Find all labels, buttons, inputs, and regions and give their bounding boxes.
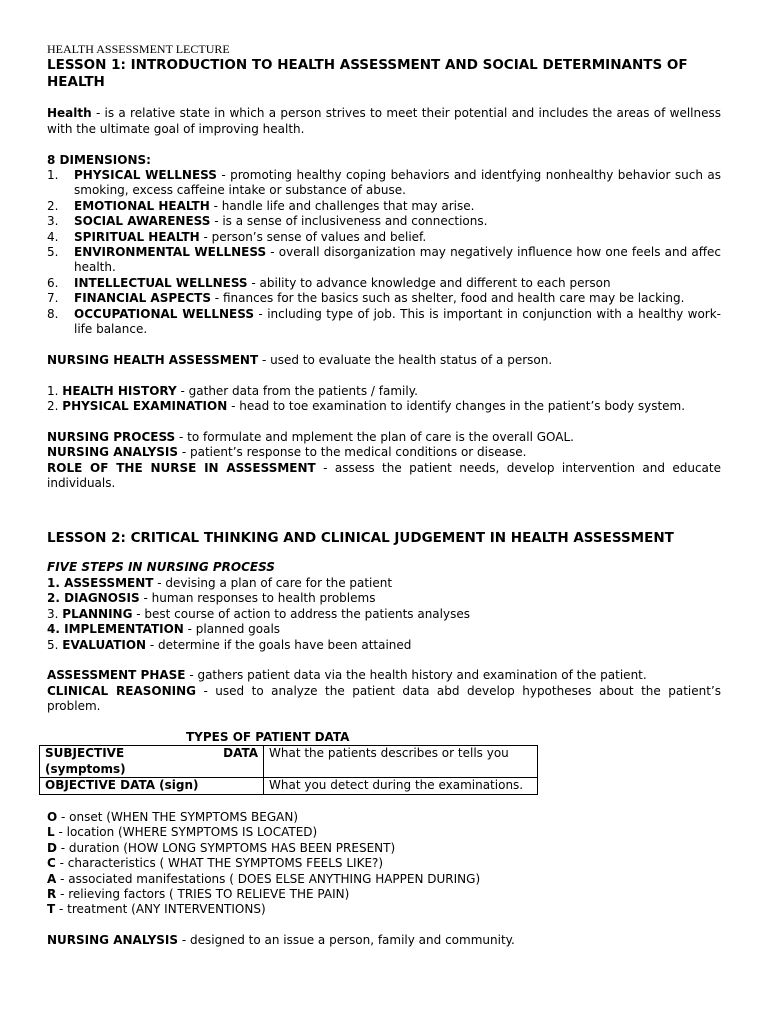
list-item: 3. SOCIAL AWARENESS - is a sense of inclusiveness and connections. [47,214,488,229]
list-item: 2. PHYSICAL EXAMINATION - head to toe examination to identify changes in the patient’s body system. [47,399,686,414]
list-item: A - associated manifestations ( DOES ELSE ANYTHING HAPPEN DURING) [47,871,481,886]
list-item: 5. EVALUATION - determine if the goals have been attained [47,637,412,652]
table-row [40,778,538,794]
lesson-1-title: LESSON 1: INTRODUCTION TO HEALTH ASSESSMENT AND SOCIAL DETERMINANTS OF HEALTH [47,57,688,90]
table-row [40,746,538,778]
health-term: Health [47,106,92,121]
clinical-reasoning: CLINICAL REASONING - used to analyze the patient data abd develop hypotheses about the patient’s problem. [47,683,722,714]
list-item: 2. DIAGNOSIS - human responses to health problems [47,591,376,606]
list-item: 3. PLANNING - best course of action to address the patients analyses [47,606,470,621]
nursing-health-assessment: NURSING HEALTH ASSESSMENT - used to evaluate the health status of a person. [47,352,553,367]
list-item: R - relieving factors ( TRIES TO RELIEVE THE PAIN) [47,886,350,901]
list-item: T - treatment (ANY INTERVENTIONS) [47,902,266,917]
assessment-phase: ASSESSMENT PHASE - gathers patient data via the health history and examination of the patient. [47,668,647,683]
table-cell: What you detect during the examinations. [264,778,538,794]
list-item: L - location (WHERE SYMPTOMS IS LOCATED) [47,825,318,840]
list-item: D - duration (HOW LONG SYMPTOMS HAS BEEN PRESENT) [47,840,396,855]
nursing-process: NURSING PROCESS - to formulate and mplement the plan of care is the overall GOAL. [47,429,574,444]
nursing-analysis: NURSING ANALYSIS - patient’s response to the medical conditions or disease. [47,445,527,460]
dimensions-list [47,168,721,337]
list-item: 1. HEALTH HISTORY - gather data from the patients / family. [47,383,418,398]
document-page [47,42,721,949]
table-cell: What the patients describes or tells you [264,746,538,778]
list-item: O - onset (WHEN THE SYMPTOMS BEGAN) [47,809,299,824]
list-item: 4. IMPLEMENTATION - planned goals [47,622,281,637]
list-item: 1. ASSESSMENT - devising a plan of care for the patient [47,575,393,590]
list-item: 7. FINANCIAL ASPECTS - finances for the basics such as shelter, food and health care may be lacking. [47,291,685,306]
list-item: 6. INTELLECTUAL WELLNESS - ability to advance knowledge and different to each person [47,275,611,290]
list-item: 8. OCCUPATIONAL WELLNESS - including type of job. This is important in conjunction with a healthy work-life balance. [47,306,722,337]
steps-heading: FIVE STEPS IN NURSING PROCESS [47,560,275,575]
list-item: C - characteristics ( WHAT THE SYMPTOMS FEELS LIKE?) [47,856,384,871]
list-item: 5. ENVIRONMENTAL WELLNESS - overall disorganization may negatively influence how one feels and affec health. [47,245,721,275]
nursing-analysis-2: NURSING ANALYSIS - designed to an issue a person, family and community. [47,933,515,948]
list-item: 2. EMOTIONAL HEALTH - handle life and challenges that may arise. [47,198,475,213]
table-title: TYPES OF PATIENT DATA [186,729,350,744]
lesson-2-title: LESSON 2: CRITICAL THINKING AND CLINICAL JUDGEMENT IN HEALTH ASSESSMENT [47,530,674,547]
role-of-nurse: ROLE OF THE NURSE IN ASSESSMENT - assess the patient needs, develop intervention and educate individuals. [47,460,722,491]
patient-data-table [39,745,538,794]
dimensions-heading: 8 DIMENSIONS: [47,152,151,167]
lecture-header: HEALTH ASSESSMENT LECTURE [47,42,230,56]
list-item: 1. PHYSICAL WELLNESS - promoting healthy coping behaviors and identfying nonhealthy behavior such as smoking, excess caffeine intake or substance of abuse. [47,168,722,198]
health-definition: Health - is a relative state in which a person strives to meet their potential and includes the areas of wellness with the ultimate goal of improving health. [47,106,721,136]
list-item: 4. SPIRITUAL HEALTH - person’s sense of values and belief. [47,229,427,244]
table-cell: SUBJECTIVE DATA (symptoms) [40,746,264,778]
table-cell: OBJECTIVE DATA (sign) [40,778,264,794]
